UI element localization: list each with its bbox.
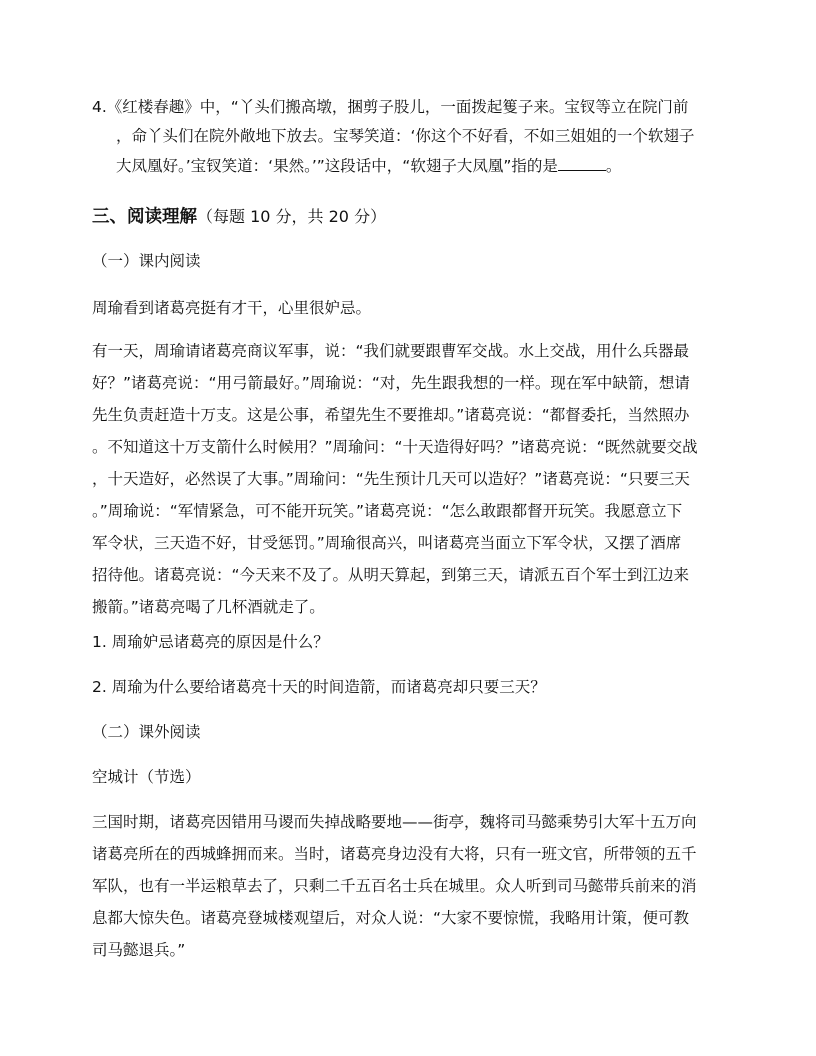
passage-line: 。”周瑜说：“军情紧急，可不能开玩笑。”诸葛亮说：“怎么敢跟都督开玩笑。我愿意立下 xyxy=(92,502,683,520)
part-2-title: 空城计（节选） xyxy=(92,768,201,786)
question-4-line-3-end: 。 xyxy=(605,157,622,175)
part-1-passage xyxy=(92,341,732,621)
question-2: 2. 周瑜为什么要给诸葛亮十天的时间造箭，而诸葛亮却只要三天？ xyxy=(92,678,546,696)
passage-line: 先生负责赶造十万支。这是公事，希望先生不要推却。”诸葛亮说：“都督委托，当然照办 xyxy=(92,406,690,424)
part-1-intro: 周瑜看到诸葛亮挺有才干，心里很妒忌。 xyxy=(92,299,372,317)
section-3-title: 三、阅读理解 xyxy=(92,207,197,227)
passage-line: 搬箭。”诸葛亮喝了几杯酒就走了。 xyxy=(92,598,325,616)
part-2-label: （二）课外阅读 xyxy=(92,723,201,741)
question-4-line-1: 4.《红楼春趣》中，“丫头们搬高墩，捆剪子股儿，一面拨起篗子来。宝钗等立在院门前 xyxy=(92,98,689,116)
passage-line: 司马懿退兵。” xyxy=(92,941,186,959)
passage-line: 有一天，周瑜请诸葛亮商议军事，说：“我们就要跟曹军交战。水上交战，用什么兵器最 xyxy=(92,342,690,360)
passage-line: 招待他。诸葛亮说：“今天来不及了。从明天算起，到第三天，请派五百个军士到江边来 xyxy=(92,566,690,584)
question-4-line-3-text: 大凤凰好。’宝钗笑道：‘果然。’”这段话中，“软翅子大凤凰”指的是 xyxy=(116,157,558,175)
part-1-label: （一）课内阅读 xyxy=(92,252,201,270)
passage-line: 好？”诸葛亮说：“用弓箭最好。”周瑜说：“对，先生跟我想的一样。现在军中缺箭，想请 xyxy=(92,374,690,392)
question-4-line-2: ，命丫头们在院外敞地下放去。宝琴笑道：‘你这个不好看，不如三姐姐的一个软翅子 xyxy=(116,127,695,145)
passage-line: 诸葛亮所在的西城蜂拥而来。当时，诸葛亮身边没有大将，只有一班文官，所带领的五千 xyxy=(92,845,697,863)
answer-blank[interactable] xyxy=(558,156,606,171)
passage-line: 三国时期，诸葛亮因错用马谡而失掉战略要地——街亭，魏将司马懿乘势引大军十五万向 xyxy=(92,813,697,831)
section-3-heading xyxy=(92,203,386,228)
section-3-note: （每题 10 分，共 20 分） xyxy=(197,207,387,226)
passage-line: 。不知道这十万支箭什么时候用？”周瑜问：“十天造得好吗？”诸葛亮说：“既然就要交战 xyxy=(92,438,698,456)
question-4 xyxy=(92,97,732,177)
passage-line: 军队，也有一半运粮草去了，只剩二千五百名士兵在城里。众人听到司马懿带兵前来的消 xyxy=(92,877,697,895)
question-4-line-3 xyxy=(116,156,621,176)
question-1: 1. 周瑜妒忌诸葛亮的原因是什么？ xyxy=(92,633,329,651)
passage-line: 军令状，三天造不好，甘受惩罚。”周瑜很高兴，叫诸葛亮当面立下军令状，又摆了酒席 xyxy=(92,534,682,552)
passage-line: ，十天造好，必然误了大事。”周瑜问：“先生预计几天可以造好？”诸葛亮说：“只要三天 xyxy=(92,470,690,488)
passage-line: 息都大惊失色。诸葛亮登城楼观望后，对众人说：“大家不要惊慌，我略用计策，便可教 xyxy=(92,909,690,927)
part-2-passage xyxy=(92,812,732,962)
